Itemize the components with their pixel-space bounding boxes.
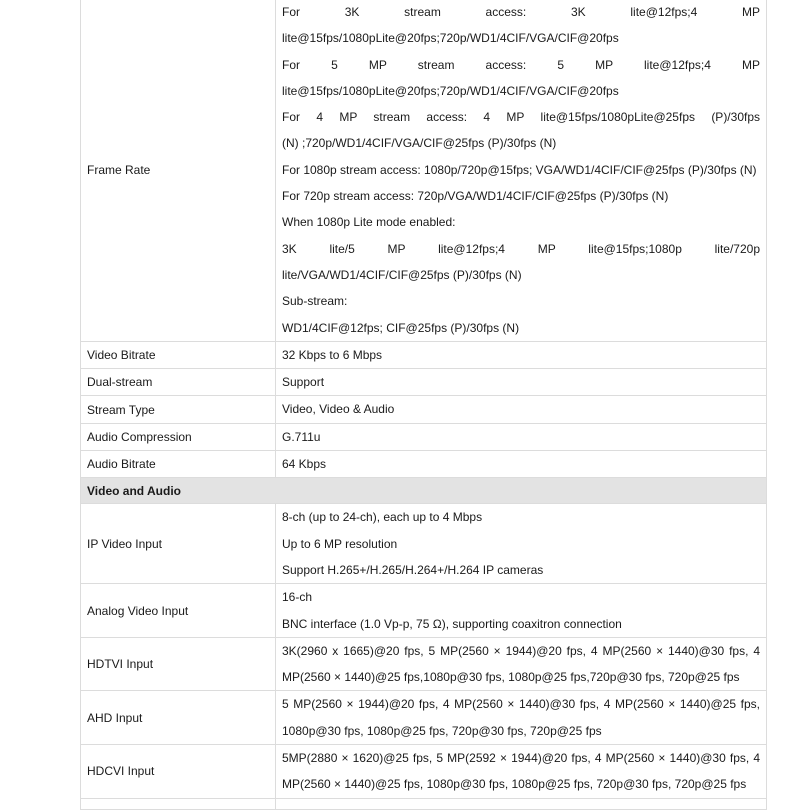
spec-value-line: lite/VGA/WD1/4CIF/CIF@25fps (P)/30fps (N) — [282, 267, 522, 282]
spec-value-line: WD1/4CIF@12fps; CIF@25fps (P)/30fps (N) — [282, 320, 520, 335]
spec-label: IP Video Input — [81, 504, 276, 584]
table-row — [81, 341, 767, 368]
spec-value — [276, 504, 767, 584]
table-row — [81, 451, 767, 478]
spec-value-line: 32 Kbps to 6 Mbps — [282, 347, 383, 362]
spec-value — [276, 451, 767, 478]
table-row — [81, 691, 767, 745]
spec-value-line: 16-ch — [282, 590, 313, 605]
spec-value-line: BNC interface (1.0 Vp-p, 75 Ω), supporting coaxitron connection — [282, 616, 622, 631]
spec-label: AHD Input — [81, 691, 276, 745]
spec-value-line: 8-ch (up to 24-ch), each up to 4 Mbps — [282, 510, 483, 525]
spec-value — [276, 369, 767, 396]
spec-table-body — [81, 0, 767, 809]
spec-value-line: For 720p stream access: 720p/VGA/WD1/4CIF/CIF@25fps (P)/30fps (N) — [282, 189, 669, 204]
spec-value-line: G.711u — [282, 429, 321, 444]
spec-value-line: Up to 6 MP resolution — [282, 536, 398, 551]
spec-label: Audio Bitrate — [81, 451, 276, 478]
spec-label: Frame Rate — [81, 0, 276, 341]
section-header-row — [81, 478, 767, 504]
table-row — [81, 584, 767, 638]
spec-label: Audio Compression — [81, 423, 276, 450]
spec-label: Video Bitrate — [81, 341, 276, 368]
spec-value-line: When 1080p Lite mode enabled: — [282, 215, 456, 230]
spec-value-line: 64 Kbps — [282, 457, 327, 472]
spec-value-line: 1080p@30 fps, 1080p@25 fps, 720p@30 fps, 720p@25 fps — [282, 723, 602, 738]
spec-label: HDTVI Input — [81, 637, 276, 691]
spec-value — [276, 423, 767, 450]
spec-value-line: (N) ;720p/WD1/4CIF/VGA/CIF@25fps (P)/30fps (N) — [282, 136, 557, 151]
spec-value-line: lite@15fps/1080pLite@20fps;720p/WD1/4CIF/VGA/CIF@20fps — [282, 83, 619, 98]
table-row — [81, 423, 767, 450]
spec-value-line: Sub-stream: — [282, 294, 348, 309]
spec-value — [276, 396, 767, 423]
spec-label: Dual-stream — [81, 369, 276, 396]
spec-value — [276, 691, 767, 745]
spec-value-line: For 4 MP stream access: 4 MP lite@15fps/1080pLite@25fps (P)/30fps — [282, 110, 760, 125]
spec-value-line: For 5 MP stream access: 5 MP lite@12fps;4 MP — [282, 57, 760, 72]
spec-value-line: 3K lite/5 MP lite@12fps;4 MP lite@15fps;1080p lite/720p — [282, 241, 760, 256]
spec-label: Stream Type — [81, 396, 276, 423]
spec-value-line: 5MP(2880 × 1620)@25 fps, 5 MP(2592 × 1944)@20 fps, 4 MP(2560 × 1440)@30 fps, 4 — [282, 751, 760, 766]
spec-value-line: Support — [282, 375, 325, 390]
table-row — [81, 504, 767, 584]
spec-value-line: For 1080p stream access: 1080p/720p@15fps; VGA/WD1/4CIF/CIF@25fps (P)/30fps (N) — [282, 162, 757, 177]
spec-value-line: Video, Video & Audio — [282, 402, 395, 417]
table-row — [81, 0, 767, 341]
spec-table — [80, 0, 767, 810]
spec-value — [276, 341, 767, 368]
spec-label: HDCVI Input — [81, 745, 276, 799]
spec-value-line: MP(2560 × 1440)@25 fps,1080p@30 fps, 1080p@25 fps,720p@30 fps, 720p@25 fps — [282, 670, 740, 685]
spec-value — [276, 637, 767, 691]
spec-value-line: 5 MP(2560 × 1944)@20 fps, 4 MP(2560 × 1440)@30 fps, 4 MP(2560 × 1440)@25 fps, — [282, 697, 760, 712]
table-row — [81, 369, 767, 396]
spec-value — [276, 0, 767, 341]
spec-value-line: For 3K stream access: 3K lite@12fps;4 MP — [282, 5, 760, 19]
table-row — [81, 637, 767, 691]
spec-value-line: lite@15fps/1080pLite@20fps;720p/WD1/4CIF/VGA/CIF@20fps — [282, 31, 619, 46]
table-row — [81, 396, 767, 423]
spec-label: Analog Video Input — [81, 584, 276, 638]
table-row — [81, 745, 767, 799]
spec-value-line: 3K(2960 x 1665)@20 fps, 5 MP(2560 × 1944)@20 fps, 4 MP(2560 × 1440)@30 fps, 4 — [282, 643, 760, 658]
spec-value-line: Support H.265+/H.265/H.264+/H.264 IP cameras — [282, 562, 544, 577]
spec-value — [276, 584, 767, 638]
section-title: Video and Audio — [81, 478, 767, 504]
spec-value-line: MP(2560 × 1440)@25 fps, 1080p@30 fps, 1080p@25 fps, 720p@30 fps, 720p@25 fps — [282, 777, 747, 792]
spec-value — [276, 745, 767, 799]
